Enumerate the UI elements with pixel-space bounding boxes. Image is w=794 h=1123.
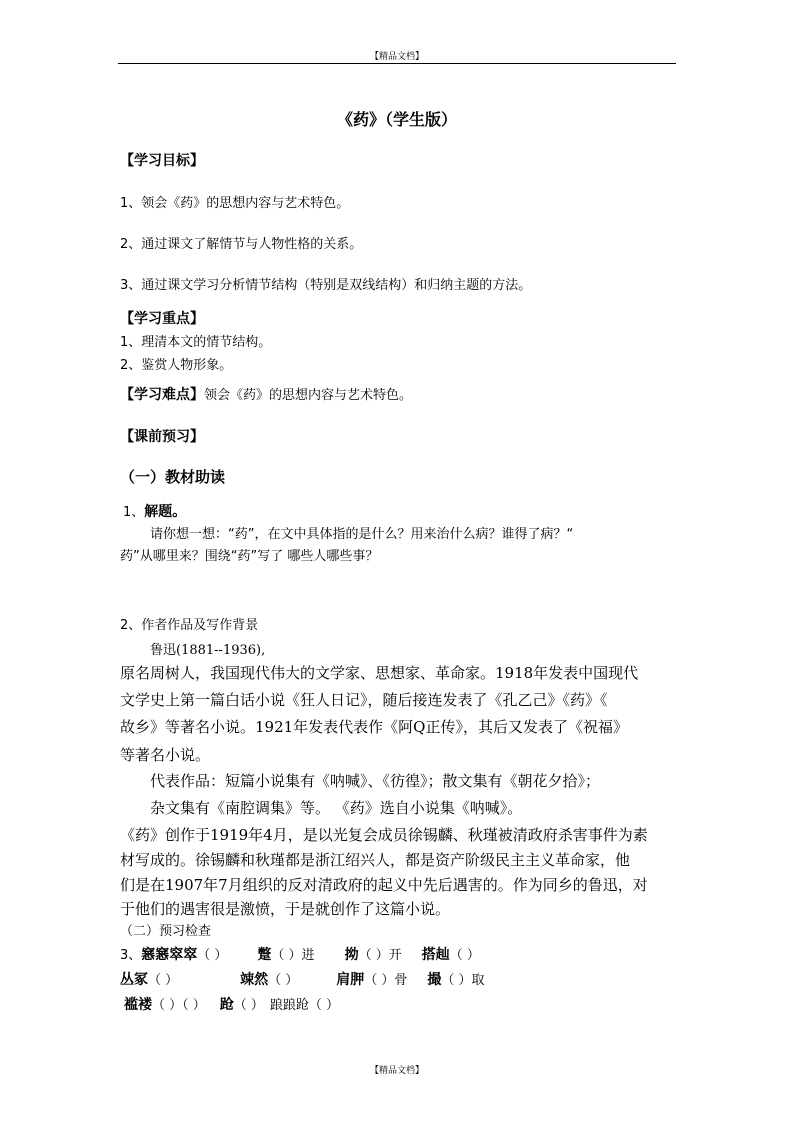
q3-blank: （ ） [268, 973, 299, 988]
q3-word: 跄 [219, 997, 234, 1013]
q3-blank: （ ） [148, 973, 179, 988]
q3-blank: （ ） [449, 948, 480, 963]
q3-blank: （ ） [197, 948, 228, 963]
q3-word: 褴褛 [124, 997, 152, 1013]
background-line-3: 们是在1907年7月组织的反对清政府的起义中先后遇害的。作为同乡的鲁迅，对 [120, 876, 648, 894]
q3-word: 踉踉跄 [269, 998, 309, 1013]
q3-word: 撮 [427, 972, 442, 988]
section2-heading: （二）预习检查 [120, 924, 212, 939]
q3-blank: （ ）进 [271, 948, 315, 963]
bio-line-1: 原名周树人，我国现代伟大的文学家、思想家、革命家。1918年发表中国现代 [120, 664, 639, 682]
header-rule [118, 63, 676, 64]
q3-row-2 [120, 969, 485, 989]
preview-heading: 【课前预习】 [120, 429, 204, 445]
background-line-4: 于他们的遇害很是激愤，于是就创作了这篇小说。 [120, 900, 451, 918]
bio-line-3: 故乡》等著名小说。1921年发表代表作《阿Q正传》，其后又发表了《祝福》 [120, 718, 628, 736]
author-dates: 鲁迅(1881--1936), [150, 643, 266, 658]
q1-title: 解题。 [144, 504, 187, 520]
bio-line-2: 文学史上第一篇白话小说《狂人日记》，随后接连发表了《孔乙己》《药》《 [120, 691, 608, 709]
q3-blank: （ ）（ ） [152, 998, 206, 1013]
page-footer-label: 【精品文档】 [369, 1066, 424, 1076]
q1-line-1: 请你想一想：“药”，在文中具体指的是什么？用来治什么病？谁得了病？“ [150, 527, 574, 542]
q3-row-3 [124, 994, 339, 1014]
background-line-2: 材写成的。徐锡麟和秋瑾都是浙江绍兴人，都是资产阶级民主主义革命家，他 [120, 851, 631, 869]
section1-heading: （一）教材助读 [120, 468, 226, 486]
q3-word: 蹩 [257, 947, 272, 963]
key-point-item-1: 1、理清本文的情节结构。 [120, 335, 272, 350]
bio-line-4: 等著名小说。 [120, 746, 211, 764]
q3-word: 窸窸窣窣 [141, 947, 198, 963]
document-title: 《药》（学生版） [336, 110, 457, 129]
q2-heading: 2、作者作品及写作背景 [120, 618, 259, 633]
q3-blank: （ ） [308, 998, 340, 1013]
q3-row-1 [120, 944, 480, 964]
difficulty-heading: 【学习难点】 [120, 387, 204, 403]
q1-number: 1、 [123, 505, 145, 520]
background-line-1: 《药》创作于1919年4月，是以光复会成员徐锡麟、秋瑾被清政府杀害事件为素 [120, 826, 648, 844]
goal-item-3: 3、通过课文学习分析情节结构（特别是双线结构）和归纳主题的方法。 [120, 278, 532, 293]
difficulty-line [120, 384, 412, 404]
q3-word: 肩胛 [336, 972, 365, 988]
goals-heading: 【学习目标】 [120, 153, 204, 169]
works-line-2: 杂文集有《南腔调集》等。 《药》选自小说集《呐喊》。 [150, 799, 523, 817]
difficulty-text: 领会《药》的思想内容与艺术特色。 [204, 388, 413, 403]
q3-word: 搭赸 [421, 947, 450, 963]
key-point-item-2: 2、鉴赏人物形象。 [120, 358, 233, 373]
key-points-heading: 【学习重点】 [120, 311, 204, 327]
q3-blank: （ ）骨 [364, 973, 408, 988]
works-line-1: 代表作品：短篇小说集有《呐喊》、《彷徨》；散文集有《朝花夕拾》； [150, 772, 601, 790]
goal-item-2: 2、通过课文了解情节与人物性格的关系。 [120, 237, 363, 252]
q3-word: 丛冢 [120, 972, 148, 988]
q3-blank: （ ）开 [358, 948, 402, 963]
page-header-label: 【精品文档】 [369, 52, 424, 62]
q3-blank: （ ） [233, 998, 264, 1013]
q3-blank: （ ）取 [441, 973, 485, 988]
q1-line-2: 药”从哪里来？围绕“药”写了 哪些人哪些事？ [120, 549, 379, 564]
goal-item-1: 1、领会《药》的思想内容与艺术特色。 [120, 196, 350, 211]
q1-title-line [123, 501, 186, 521]
q3-word: 竦然 [240, 972, 269, 988]
q3-number: 3、 [120, 948, 142, 963]
q3-word: 拗 [344, 947, 359, 963]
